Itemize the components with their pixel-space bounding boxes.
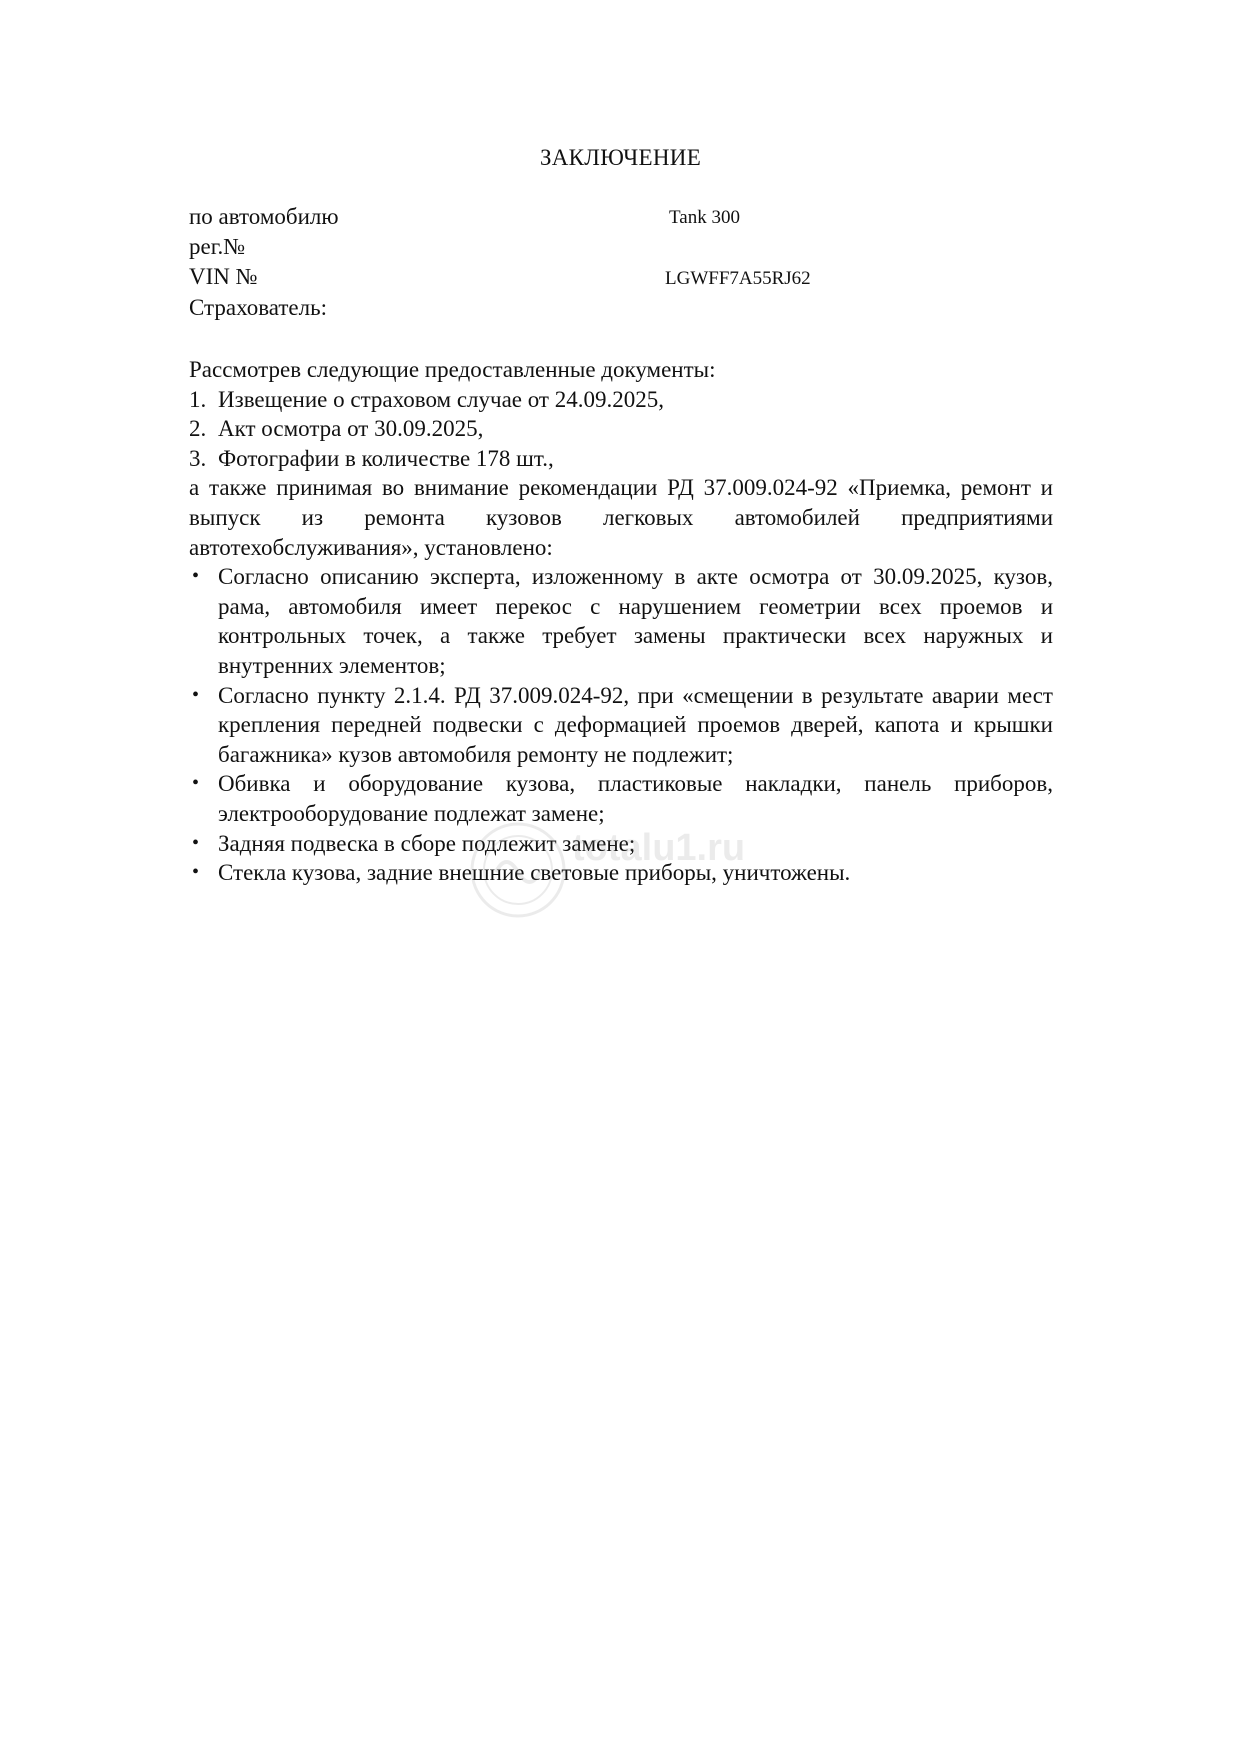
documents-list [189, 385, 1053, 474]
field-vin-value: LGWFF7A55RJ62 [665, 268, 811, 289]
document-body [189, 355, 1053, 888]
finding-text: Согласно описанию эксперта, изложенному в акте осмотра от 30.09.2025, кузов, рама, автомобиля имеет перекос с нарушением геометрии всех проемов и контрольных точек, а также требует замены практически всех наружных и внутренних элементов; [218, 564, 1053, 678]
recommendation-paragraph: а также принимая во внимание рекомендации РД 37.009.024-92 «Приемка, ремонт и выпуск из ремонта кузовов легковых автомобилей предприятиями автотехобслуживания», установлено: [189, 475, 1053, 560]
finding-text: Задняя подвеска в сборе подлежит замене; [218, 830, 636, 856]
finding-item [189, 681, 1053, 770]
list-item-text: Фотографии в количестве 178 шт., [218, 445, 554, 471]
list-item [189, 385, 1053, 415]
finding-item [189, 858, 1053, 888]
list-item [189, 444, 1053, 474]
list-item-number: 2. [189, 416, 207, 442]
list-item-text: Акт осмотра от 30.09.2025, [218, 416, 484, 442]
bullet-icon: • [192, 683, 200, 706]
finding-item [189, 562, 1053, 680]
field-vehicle-value: Tank 300 [669, 207, 740, 228]
list-item-number: 3. [189, 445, 207, 471]
field-vehicle-label: по автомобилю [189, 204, 339, 229]
finding-item [189, 829, 1053, 859]
bullet-icon: • [192, 772, 200, 795]
findings-list [189, 562, 1053, 888]
finding-text: Обивка и оборудование кузова, пластиковые накладки, панель приборов, электрооборудование подлежат замене; [218, 771, 1053, 826]
field-insured-label: Страхователь: [189, 295, 327, 320]
intro-paragraph: Рассмотрев следующие предоставленные документы: [189, 357, 716, 382]
list-item [189, 414, 1053, 444]
field-reg-number [189, 232, 245, 262]
field-insured [189, 293, 327, 323]
field-reg-number-label: рег.№ [189, 234, 246, 259]
field-vehicle [189, 202, 339, 232]
watermark-text: totalu1.ru [572, 827, 746, 869]
document-title: ЗАКЛЮЧЕНИЕ [539, 145, 702, 170]
finding-text: Стекла кузова, задние внешние световые приборы, уничтожены. [218, 860, 851, 886]
list-item-text: Извещение о страховом случае от 24.09.2025, [218, 386, 664, 412]
bullet-icon: • [192, 861, 200, 884]
field-vin [189, 262, 258, 292]
bullet-icon: • [192, 831, 200, 854]
finding-text: Согласно пункту 2.1.4. РД 37.009.024-92, при «смещении в результате аварии мест крепления передней подвески с деформацией проемов дверей, капота и крышки багажника» кузов автомобиля ремонту не подлежит; [218, 682, 1053, 767]
field-vin-label: VIN № [189, 264, 258, 289]
list-item-number: 1. [189, 386, 207, 412]
bullet-icon: • [192, 565, 200, 588]
finding-item [189, 769, 1053, 828]
